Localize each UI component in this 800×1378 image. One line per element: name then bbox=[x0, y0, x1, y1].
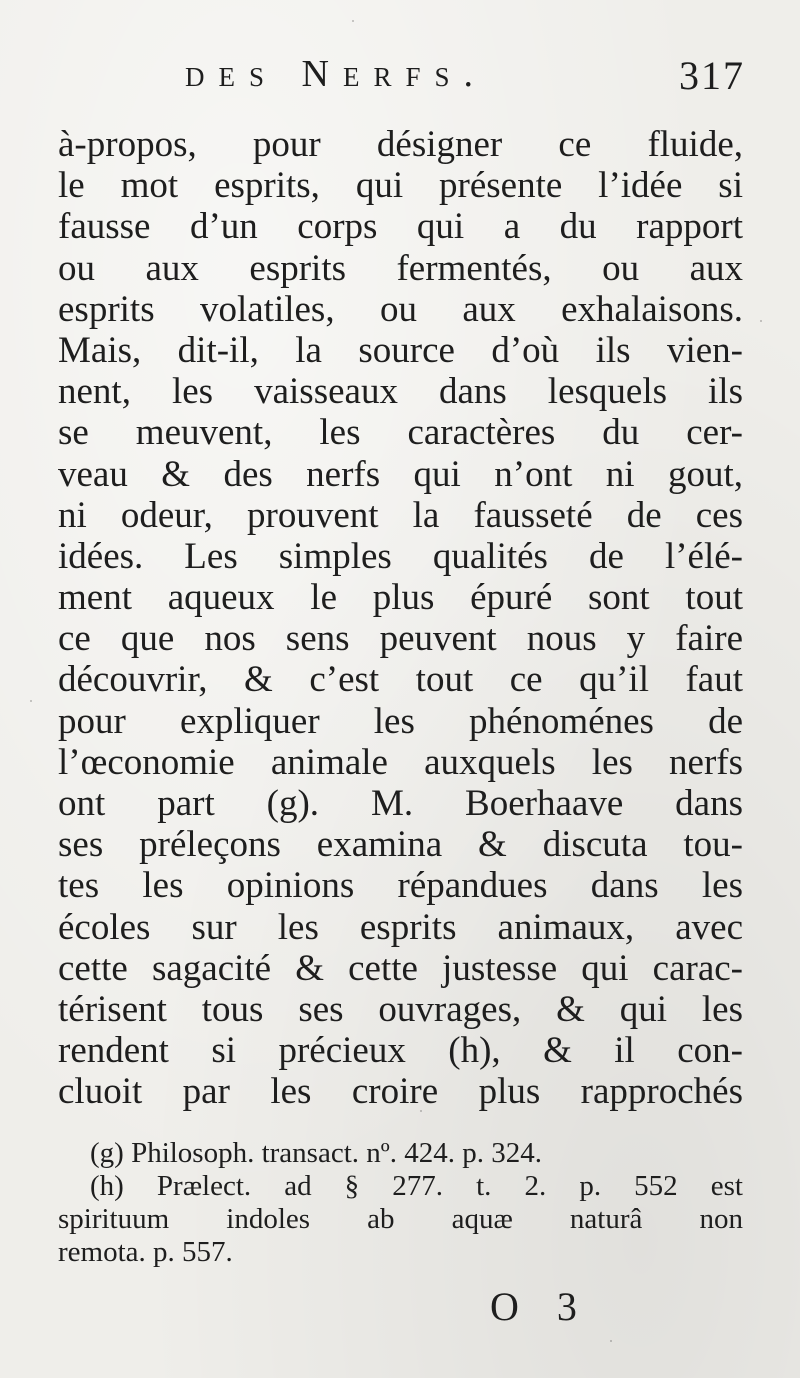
footnotes bbox=[58, 1137, 743, 1269]
page-number: 317 bbox=[679, 53, 745, 98]
text-line: cette sagacité & cette justesse qui carac- bbox=[58, 947, 743, 989]
text-line: l’œconomie animale auxquels les nerfs bbox=[58, 741, 743, 783]
paper-speck bbox=[352, 20, 354, 22]
footnote-h-line: (h) Prælect. ad § 277. t. 2. p. 552 est bbox=[90, 1170, 743, 1202]
paper-speck bbox=[30, 700, 32, 702]
text-line: fausse d’un corps qui a du rapport bbox=[58, 206, 743, 248]
text-line: ont part (g). M. Boerhaave dans bbox=[58, 783, 743, 824]
text-line: ou aux esprits fermentés, ou aux bbox=[58, 247, 743, 289]
text-line: cluoit par les croire plus rapprochés bbox=[58, 1071, 743, 1113]
footnote-h-line: spirituum indoles ab aquæ naturâ non bbox=[58, 1203, 743, 1235]
text-line: le mot esprits, qui présente l’idée si bbox=[58, 165, 743, 207]
text-line: ment aqueux le plus épuré sont tout bbox=[58, 577, 743, 619]
paper-speck bbox=[610, 1340, 612, 1342]
text-line: tes les opinions répandues dans les bbox=[58, 865, 743, 907]
text-line: idées. Les simples qualités de l’élé- bbox=[58, 535, 743, 577]
footnote-g: (g) Philosoph. transact. nº. 424. p. 324. bbox=[90, 1137, 543, 1169]
text-line: veau & des nerfs qui n’ont ni gout, bbox=[58, 453, 743, 495]
signature-mark: O 3 bbox=[490, 1284, 591, 1329]
text-line: nent, les vaisseaux dans lesquels ils bbox=[58, 371, 743, 413]
paper-speck bbox=[420, 1110, 422, 1112]
text-line: esprits volatiles, ou aux exhalaisons. bbox=[58, 288, 743, 330]
paper-speck bbox=[760, 320, 762, 322]
text-line: à-propos, pour désigner ce fluide, bbox=[58, 124, 743, 165]
text-line: ni odeur, prouvent la fausseté de ces bbox=[58, 494, 743, 536]
text-line: pour expliquer les phénoménes de bbox=[58, 700, 743, 742]
text-line: térisent tous ses ouvrages, & qui les bbox=[58, 988, 743, 1030]
body-text bbox=[58, 124, 743, 1113]
running-title: des Nerfs. bbox=[185, 53, 487, 95]
text-line: découvrir, & c’est tout ce qu’il faut bbox=[58, 659, 743, 701]
page-header bbox=[185, 52, 745, 102]
text-line: Mais, dit-il, la source d’où ils vien- bbox=[58, 329, 743, 371]
footnote-h-line: remota. p. 557. bbox=[58, 1236, 233, 1268]
text-line: écoles sur les esprits animaux, avec bbox=[58, 906, 743, 948]
text-line: rendent si précieux (h), & il con- bbox=[58, 1030, 743, 1072]
text-line: ce que nos sens peuvent nous y faire bbox=[58, 618, 743, 660]
text-line: se meuvent, les caractères du cer- bbox=[58, 412, 743, 454]
text-line: ses préleçons examina & discuta tou- bbox=[58, 824, 743, 866]
